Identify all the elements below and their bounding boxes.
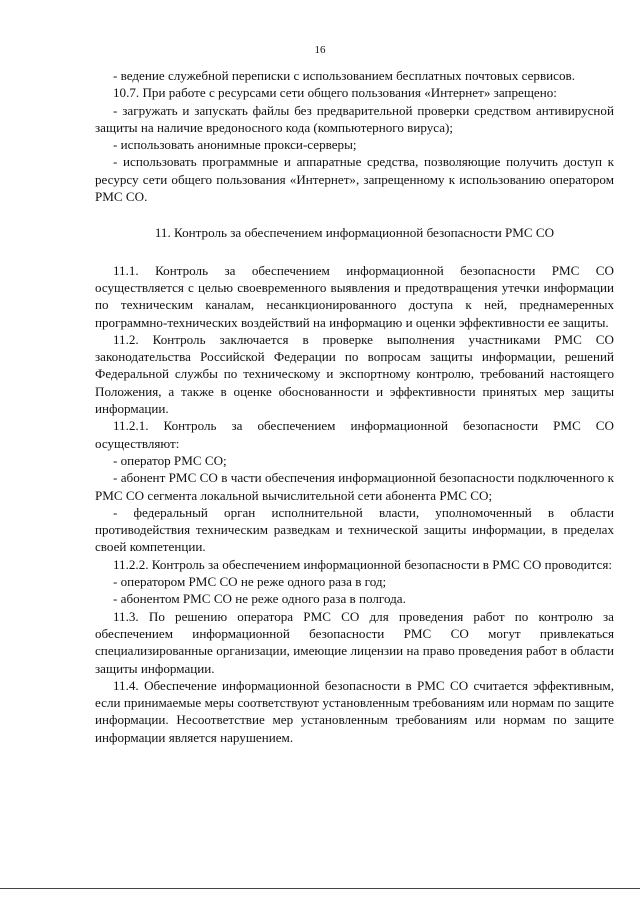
paragraph-bullet-subscriber: - абонент РМС СО в части обеспечения информационной безопасности подключенного к РМС СО сегмента локальной вычислительной сети абонента РМС СО; [95,470,614,503]
page-number: 16 [314,44,326,56]
paragraph-bullet-free-mail: - ведение служебной переписки с использованием бесплатных почтовых сервисов. [113,68,575,83]
paragraph-11-1: 11.1. Контроль за обеспечением информационной безопасности РМС СО осуществляется с целью своевременного выявления и предотвращения утечки информации по техническим каналам, несанкционированного доступа к ней, преднамеренных программно-технических воздействий на информацию и оценки эффективности ее защиты. [95,262,614,330]
paragraph-bullet-antivirus: - загружать и запускать файлы без предварительной проверки средством антивирусной защиты на наличие вредоносного кода (компьютерного вируса); [95,102,614,135]
paragraph-bullet-software: - использовать программные и аппаратные средства, позволяющие получить доступ к ресурсу сети общего пользования «Интернет», запрещенному к использованию оператором РМС СО. [95,154,614,205]
paragraph-10-7: 10.7. При работе с ресурсами сети общего пользования «Интернет» запрещено: [113,85,557,101]
paragraph-bullet-federal-body: - федеральный орган исполнительной власти, уполномоченный в области противодействия техническим разведкам и технической защиты информации, в пределах своей компетенции. [95,504,614,555]
paragraph-bullet-operator: - оператор РМС СО; [113,452,227,468]
paragraph-11-4: 11.4. Обеспечение информационной безопасности в РМС СО считается эффективным, если принимаемые меры соответствуют установленным требованиям или нормам по защите информации. Несоответствие мер установленным требованиям или нормам по защите информации является нарушением. [95,677,614,745]
paragraph-11-2-1: 11.2.1. Контроль за обеспечением информационной безопасности РМС СО осуществляют: [95,418,614,451]
document-body [95,67,614,746]
paragraph-11-2: 11.2. Контроль заключается в проверке выполнения участниками РМС СО законодательства Российской Федерации по вопросам защиты информации, решений Федеральной службы по техническому и экспортному контролю, требований настоящего Положения, а также в оценке обоснованности и эффективности принятых мер защиты информации. [95,331,614,417]
paragraph-bullet-half-year: - абонентом РМС СО не реже одного раза в полгода. [113,591,406,607]
paragraph-11-2-2: 11.2.2. Контроль за обеспечением информационной безопасности в РМС СО проводится: [113,556,613,572]
paragraph-11-3: 11.3. По решению оператора РМС СО для проведения работ по контролю за обеспечением информационной безопасности РМС СО могут привлекаться специализированные организации, имеющие лицензии на право проведения работ в области защиты информации. [95,608,614,676]
section-heading: 11. Контроль за обеспечением информационной безопасности РМС СО [154,225,555,241]
paragraph-bullet-yearly: - оператором РМС СО не реже одного раза в год; [113,574,387,590]
paragraph-bullet-proxy: - использовать анонимные прокси-серверы; [113,137,357,153]
footer-rule [0,888,640,889]
